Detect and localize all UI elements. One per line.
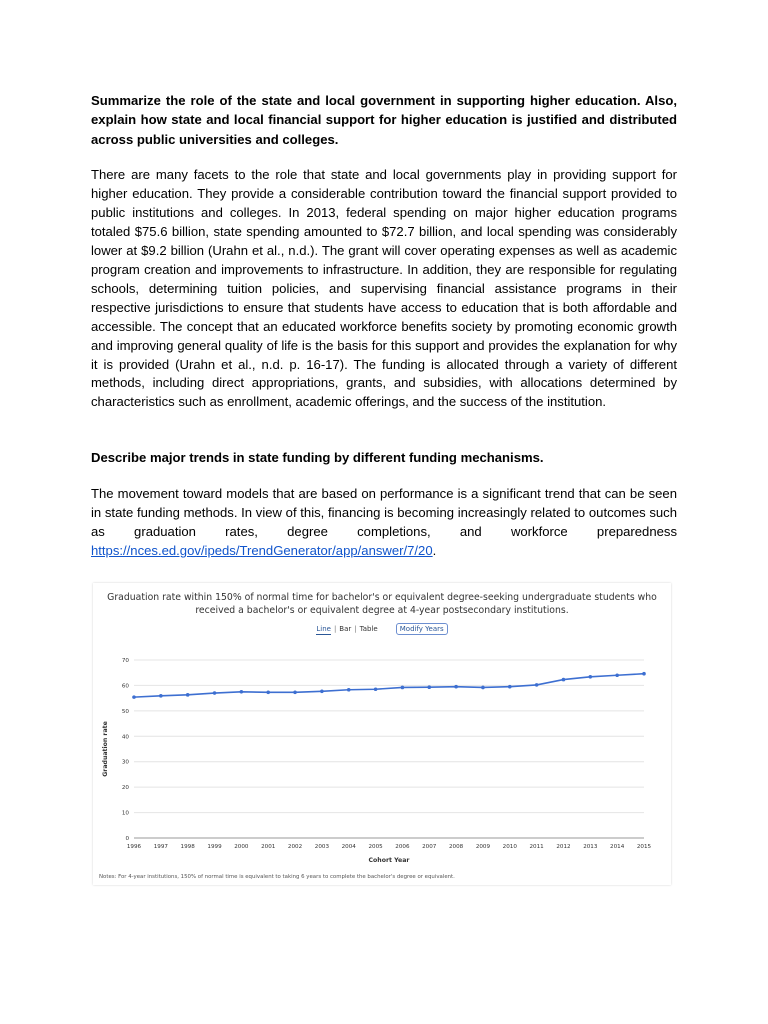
chart-panel (93, 583, 671, 885)
chart-title: Graduation rate within 150% of normal time for bachelor's or equivalent degree-seeking undergraduate students who received a bachelor's or equivalent degree at 4-year postsecondary institutions. (107, 592, 657, 616)
data-point (642, 672, 646, 676)
data-point (159, 694, 163, 698)
x-tick-label: 2003 (314, 844, 330, 850)
x-tick-label: 1996 (126, 844, 142, 850)
tab-separator: | (354, 625, 357, 633)
question-heading-1: Summarize the role of the state and local government in supporting higher education. Also, explain how state and local financial support for higher education is justified and distributed across public universities and colleges. (91, 93, 677, 147)
data-point (427, 685, 431, 689)
y-tick-label: 10 (121, 810, 129, 817)
x-tick-label: 2012 (556, 844, 571, 850)
answer-paragraph-2 (91, 485, 677, 561)
data-point (240, 690, 244, 694)
x-tick-label: 2001 (261, 844, 276, 850)
x-tick-label: 2014 (610, 844, 625, 850)
y-tick-label: 0 (125, 836, 129, 842)
data-point (401, 686, 405, 690)
y-tick-label: 60 (121, 683, 129, 690)
x-tick-label: 2008 (448, 844, 464, 850)
y-tick-label: 30 (121, 759, 129, 766)
data-point (320, 689, 324, 693)
data-point (562, 678, 566, 682)
x-tick-label: 2006 (395, 844, 410, 850)
y-tick-label: 70 (121, 658, 129, 664)
answer-paragraph-2-text: The movement toward models that are based on performance is a significant trend that can be seen in state funding methods. In view of this, financing is becoming increasingly related to outcomes such as graduation rates, degree completions, and workforce preparedness (91, 486, 677, 539)
tab-separator: | (333, 625, 337, 633)
y-tick-label: 40 (121, 734, 129, 741)
answer-paragraph-1: There are many facets to the role that state and local governments play in providing support for higher education. They provide a considerable contribution toward the financial support provided to public institutions and colleges. In 2013, federal spending on major higher education programs totaled $75.6 billion, state spending amounted to $72.7 billion, and local spending was considerably lower at $9.2 billion (Urahn et al., n.d.). The grant will cover operating expenses as well as academic program creation and improvements to infrastructure. In addition, they are responsible for regulating schools, determining tuition policies, and supervising financial assistance programs in their respective jurisdictions to ensure that students have access to education that is both affordable and accessible. The concept that an educated workforce benefits society by promoting economic growth and improving general quality of life is the basis for this support and provides the explanation for why it is provided (Urahn et al., n.d. p. 16-17). The funding is allocated through a variety of different methods, including direct appropriations, grants, and subsidies, with allocations determined by characteristics such as enrollment, academic offerings, and the success of the institution. (91, 167, 677, 410)
tab-table[interactable]: Table (359, 625, 378, 633)
tab-line[interactable]: Line (316, 625, 331, 633)
x-tick-label: 1998 (180, 844, 195, 850)
x-tick-label: 2007 (422, 844, 437, 850)
x-tick-label: 2011 (529, 844, 544, 850)
x-tick-label: 2013 (583, 844, 598, 850)
data-point (132, 695, 136, 699)
x-tick-label: 2000 (234, 844, 249, 850)
tab-bar[interactable]: Bar (339, 625, 352, 633)
x-tick-label: 2010 (502, 844, 517, 850)
chart-note: Notes: For 4-year institutions, 150% of normal time is equivalent to taking 6 years to complete the bachelor's degree or equivalent. (99, 874, 455, 880)
x-tick-label: 2004 (341, 844, 356, 850)
x-tick-label: 1999 (207, 844, 222, 850)
data-point (293, 690, 297, 694)
x-tick-label: 2005 (368, 844, 383, 850)
modify-years-button[interactable]: Modify Years (396, 623, 448, 635)
y-axis-label: Graduation rate (102, 721, 109, 777)
data-point (508, 685, 512, 689)
data-point (535, 683, 539, 687)
y-tick-label: 50 (121, 708, 129, 715)
x-tick-label: 2015 (636, 844, 652, 850)
x-tick-label: 2002 (287, 844, 303, 850)
line-chart (93, 583, 671, 885)
source-link[interactable]: https://nces.ed.gov/ipeds/TrendGenerator/app/answer/7/20 (91, 542, 433, 558)
x-tick-label: 1997 (153, 844, 168, 850)
data-point (213, 691, 217, 695)
link-trailing-period: . (432, 542, 437, 558)
data-point (589, 675, 593, 679)
data-point (481, 686, 485, 690)
data-point (266, 690, 270, 694)
data-point (186, 693, 190, 697)
x-tick-label: 2009 (475, 844, 491, 850)
x-axis-label: Cohort Year (368, 857, 410, 864)
question-heading-2: Describe major trends in state funding by different funding mechanisms. (91, 450, 544, 465)
y-tick-label: 20 (121, 785, 129, 792)
data-point (615, 673, 619, 677)
data-point (454, 685, 458, 689)
data-point (374, 687, 378, 691)
data-point (347, 688, 351, 692)
